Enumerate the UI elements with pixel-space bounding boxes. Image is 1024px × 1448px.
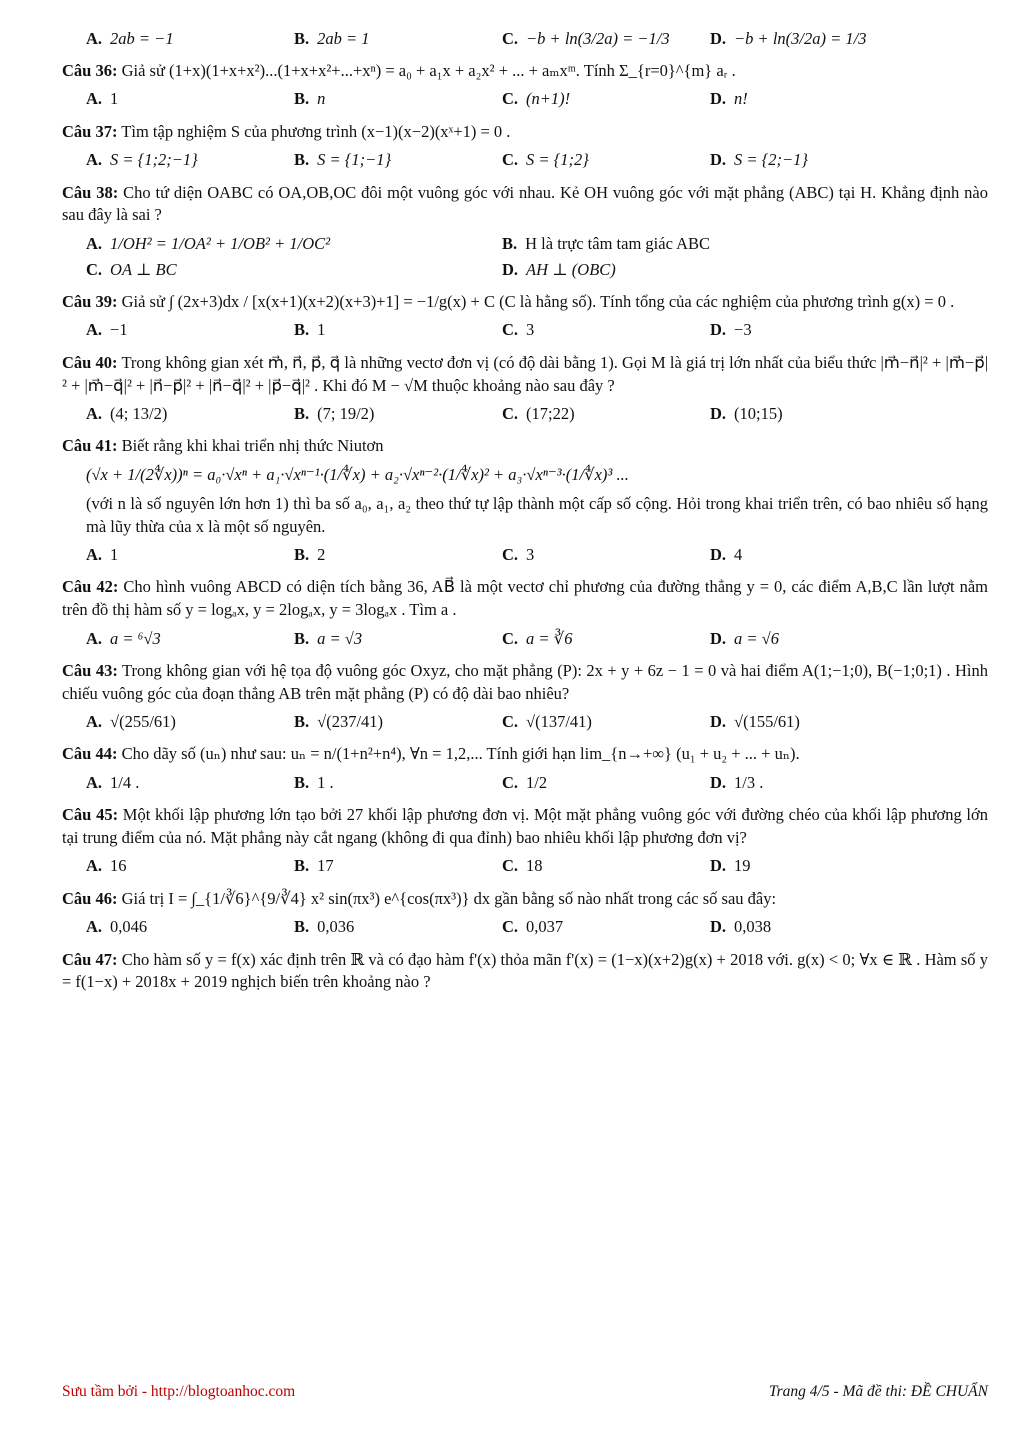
text: −3 [734, 320, 752, 340]
option-c [502, 26, 710, 52]
option-letter: A. [86, 628, 103, 648]
option-letter: A. [86, 856, 103, 876]
text: S = {1;2;−1} [110, 150, 198, 170]
option [294, 87, 502, 113]
text: 0,036 [317, 917, 355, 937]
text: 19 [734, 856, 751, 876]
option-letter: B. [294, 403, 310, 423]
option-letter: D. [710, 320, 727, 340]
option [710, 148, 918, 174]
option [710, 915, 918, 941]
option-row [86, 915, 988, 941]
question-number: Câu 37: [62, 121, 118, 141]
text: S = {2;−1} [734, 150, 809, 170]
question-number: Câu 44: [62, 744, 118, 764]
question-number: Câu 42: [62, 577, 119, 597]
option-letter: A. [86, 545, 103, 565]
option-letter: D. [710, 628, 727, 648]
text: OA ⊥ BC [110, 259, 177, 279]
option-letter: A. [86, 320, 103, 340]
option [294, 148, 502, 174]
question-number: Câu 36: [62, 61, 118, 80]
question-45 [62, 804, 988, 880]
option [710, 709, 918, 735]
option [86, 231, 502, 257]
option-row [86, 231, 988, 283]
option-letter: C. [502, 856, 519, 876]
text: √(137/41) [526, 712, 592, 732]
option [502, 87, 710, 113]
binomial-formula: (√x + 1/(2∜x))ⁿ = a₀·√xⁿ + a₁·√xⁿ⁻¹·(1/∜x) + a₂·√xⁿ⁻²·(1/∜x)² + a₃·√xⁿ⁻³·(1/∜x)³ ... [86, 465, 629, 485]
text: 17 [317, 856, 334, 876]
option-row [86, 542, 988, 568]
option-letter: D. [710, 712, 727, 732]
question-37 [62, 121, 988, 174]
option-letter: C. [502, 28, 519, 48]
option [502, 257, 918, 283]
question-41 [62, 435, 988, 568]
option-letter: C. [502, 403, 519, 423]
option [710, 854, 918, 880]
text: 0,037 [526, 917, 564, 937]
option-letter: B. [294, 856, 310, 876]
question-number: Câu 38: [62, 182, 119, 202]
question-42 [62, 576, 988, 652]
text: 1 . [317, 772, 334, 792]
option [710, 401, 918, 427]
option-letter: C. [502, 320, 519, 340]
option-letter: B. [294, 545, 310, 565]
question-44 [62, 743, 988, 796]
option [86, 87, 294, 113]
option-row [86, 87, 988, 113]
question-43 [62, 660, 988, 736]
option-letter: B. [294, 712, 310, 732]
text: Cho hàm số y = f(x) xác định trên ℝ và có đạo hàm f'(x) thỏa mãn f'(x) = (1−x)(x+2)g(x) + 2018 với. g(x) < 0; ∀x ∈ ℝ . Hàm số y = f(1−x) + 2018x + 2019 nghịch biến trên khoảng nào ? [62, 949, 988, 992]
text: 0,038 [734, 917, 772, 937]
question-stem [62, 352, 988, 398]
option [710, 318, 918, 344]
option [86, 770, 294, 796]
option-row [86, 318, 988, 344]
option [710, 770, 918, 796]
question-number: Câu 39: [62, 292, 118, 312]
text: Cho dãy số (uₙ) như sau: uₙ = n/(1+n²+n⁴), ∀n = 1,2,... Tính giới hạn lim_{n→+∞} (u₁ + u₂ + ... + uₙ). [121, 744, 800, 764]
option-letter: C. [502, 89, 519, 109]
option-letter: D. [502, 259, 519, 279]
option [502, 318, 710, 344]
question-number: Câu 40: [62, 352, 118, 372]
option-letter: A. [86, 150, 103, 170]
option [294, 542, 502, 568]
text: n! [734, 89, 748, 109]
text: 16 [110, 856, 127, 876]
option-letter: C. [502, 150, 519, 170]
question-stem [62, 291, 988, 314]
text: n [317, 89, 326, 109]
text: 0,046 [110, 917, 148, 937]
footer-page-info: Trang 4/5 - Mã đề thi: ĐỀ CHUẨN [768, 1383, 988, 1400]
text: √(155/61) [734, 712, 800, 732]
option-letter: D. [710, 917, 727, 937]
option-row [86, 709, 988, 735]
text: a = ⁶√3 [110, 628, 161, 648]
option [502, 854, 710, 880]
option-b [294, 26, 502, 52]
option-letter: C. [502, 628, 519, 648]
option [86, 318, 294, 344]
option [502, 709, 710, 735]
question-stem [62, 743, 988, 766]
option-letter: C. [502, 712, 519, 732]
text: 1/3 . [734, 772, 764, 792]
option [710, 542, 918, 568]
question-number: Câu 46: [62, 888, 118, 908]
text: (n+1)! [526, 89, 571, 109]
question-40 [62, 352, 988, 428]
option [502, 915, 710, 941]
top-options [86, 26, 988, 52]
option-letter: D. [710, 545, 727, 565]
option [86, 915, 294, 941]
text: a = √3 [317, 628, 363, 648]
option-letter: A. [86, 89, 103, 109]
text: (17;22) [526, 403, 575, 423]
text: Trong không gian với hệ tọa độ vuông góc Oxyz, cho mặt phẳng (P): 2x + y + 6z − 1 = 0 và hai điểm A(1;−1;0), B(−1;0;1) . Hình chiếu vuông góc của đoạn thẳng AB trên mặt phẳng (P) có độ dài bao nhiêu? [62, 660, 988, 703]
option-letter: D. [710, 403, 727, 423]
text: −1 [110, 320, 128, 340]
text: Tìm tập nghiệm S của phương trình (x−1)(x−2)(xˣ+1) = 0 . [121, 121, 511, 141]
option [294, 854, 502, 880]
option [294, 709, 502, 735]
option-a [86, 26, 294, 52]
footer-source-link[interactable]: Sưu tầm bởi - http://blogtoanhoc.com [62, 1383, 296, 1400]
option [710, 87, 918, 113]
option [86, 542, 294, 568]
question-stem [62, 949, 988, 995]
option-letter: C. [86, 259, 103, 279]
option-letter: B. [502, 233, 518, 253]
option-row [86, 148, 988, 174]
option-letter: D. [710, 89, 727, 109]
option [502, 542, 710, 568]
option [502, 148, 710, 174]
question-38 [62, 182, 988, 284]
text: 1/4 . [110, 772, 140, 792]
option-letter: C. [502, 772, 519, 792]
text: 2 [317, 545, 326, 565]
text: (4; 13/2) [110, 403, 168, 423]
text: a = √6 [734, 628, 779, 648]
option-letter: B. [294, 628, 310, 648]
option-letter: B. [294, 28, 310, 48]
text: H là trực tâm tam giác ABC [525, 233, 711, 253]
option [86, 854, 294, 880]
option [502, 770, 710, 796]
text: √(237/41) [317, 712, 384, 732]
option [86, 148, 294, 174]
text: (10;15) [734, 403, 783, 423]
option [294, 915, 502, 941]
text: 4 [734, 545, 743, 565]
text: 18 [526, 856, 543, 876]
question-47 [62, 949, 988, 995]
text: 1 [317, 320, 326, 340]
option [86, 257, 502, 283]
option [294, 770, 502, 796]
option-letter: B. [294, 150, 310, 170]
option-row [86, 770, 988, 796]
question-stem [62, 576, 988, 622]
option [294, 401, 502, 427]
option [502, 401, 710, 427]
question-number: Câu 45: [62, 805, 119, 825]
question-39 [62, 291, 988, 344]
question-stem [62, 888, 988, 911]
option-letter: C. [502, 917, 519, 937]
text: Giả sử ∫ (2x+3)dx / [x(x+1)(x+2)(x+3)+1] = −1/g(x) + C (C là hằng số). Tính tổng của các nghiệm của phương trình g(x) = 0 . [121, 292, 955, 312]
question-36 [62, 60, 988, 113]
question-stem [62, 660, 988, 706]
option-letter: B. [294, 89, 310, 109]
text: a = ∛6 [526, 628, 573, 648]
text: 1 [110, 545, 119, 565]
text: 3 [526, 320, 535, 340]
option [294, 626, 502, 652]
text: −b + ln(3/2a) = −1/3 [526, 28, 670, 48]
question-stem [62, 435, 988, 458]
option [86, 401, 294, 427]
text: 3 [526, 545, 535, 565]
question-number: Câu 43: [62, 660, 118, 680]
text: Giá trị I = ∫_{1/∛6}^{9/∛4} x² sin(πx³) e^{cos(πx³)} dx gần bằng số nào nhất trong các số sau đây: [121, 888, 777, 908]
option-row [86, 626, 988, 652]
text: Một khối lập phương lớn tạo bởi 27 khối lập phương đơn vị. Một mặt phẳng vuông góc với đường chéo của khối lập phương lớn tại trung điểm của nó. Mặt phẳng này cắt ngang (không đi qua đỉnh) bao nhiêu khối lập phương đơn vị? [62, 805, 988, 848]
option-row [86, 401, 988, 427]
question-stem [62, 121, 988, 144]
option [502, 626, 710, 652]
text: Biết rằng khi khai triển nhị thức Niutơn [121, 436, 384, 456]
option-letter: D. [710, 856, 727, 876]
option [502, 231, 918, 257]
text: Cho tứ diện OABC có OA,OB,OC đôi một vuông góc với nhau. Kẻ OH vuông góc với mặt phẳng (ABC) tại H. Khẳng định nào sau đây là sai ? [62, 182, 988, 225]
option [710, 626, 918, 652]
text: −b + ln(3/2a) = 1/3 [734, 28, 867, 48]
question-stem [62, 804, 988, 850]
option-row [86, 854, 988, 880]
text: Cho hình vuông ABCD có diện tích bằng 36, AB⃗ là một vectơ chỉ phương của đường thẳng y = 0, các điểm A,B,C lần lượt nằm trên đồ thị hàm số y = logₐx, y = 2logₐx, y = 3logₐx . Tìm a . [62, 577, 988, 620]
option [86, 626, 294, 652]
text: 1/OH² = 1/OA² + 1/OB² + 1/OC² [110, 233, 331, 253]
question-stem [62, 60, 988, 83]
text: Trong không gian xét m⃗, n⃗, p⃗, q⃗ là những vectơ đơn vị (có độ dài bằng 1). Gọi M là giá trị lớn nhất của biểu thức |m⃗−n⃗|² + |m⃗−p⃗|² + |m⃗−q⃗|² + |n⃗−p⃗|² + |n⃗−q⃗|² + |p⃗−q⃗|² . Khi đó M − √M thuộc khoảng nào sau đây ? [62, 352, 989, 395]
option [86, 709, 294, 735]
text: 1 [110, 89, 119, 109]
text: (7; 19/2) [317, 403, 375, 423]
option-letter: C. [502, 545, 519, 565]
text: 2ab = −1 [110, 28, 174, 48]
question-stem [62, 182, 988, 228]
question-number: Câu 47: [62, 949, 118, 969]
text: 2ab = 1 [317, 28, 370, 48]
option-letter: A. [86, 712, 103, 732]
option-letter: A. [86, 917, 103, 937]
text: Giả sử (1+x)(1+x+x²)...(1+x+x²+...+xⁿ) = a₀ + a₁x + a₂x² + ... + aₘxᵐ. Tính Σ_{r=0}^{m} aᵣ . [121, 61, 736, 80]
option-letter: A. [86, 28, 103, 48]
option-letter: B. [294, 320, 310, 340]
option-letter: A. [86, 403, 103, 423]
text: S = {1;−1} [317, 150, 392, 170]
text: AH ⊥ (OBC) [526, 259, 616, 279]
question-note: (với n là số nguyên lớn hơn 1) thì ba số a₀, a₁, a₂ theo thứ tự lập thành một cấp số cộng. Hỏi trong khai triển trên, có bao nhiêu số hạng mà lũy thừa của x là một số nguyên. [86, 493, 988, 536]
option-letter: A. [86, 772, 103, 792]
text: √(255/61) [110, 712, 176, 732]
option-letter: D. [710, 150, 727, 170]
option-letter: A. [86, 233, 103, 253]
option-letter: B. [294, 917, 310, 937]
question-46 [62, 888, 988, 941]
option-letter: D. [710, 28, 727, 48]
text: S = {1;2} [526, 150, 589, 170]
question-number: Câu 41: [62, 436, 118, 456]
option-d [710, 26, 918, 52]
page-footer [62, 1381, 988, 1402]
option-letter: B. [294, 772, 310, 792]
option-letter: D. [710, 772, 727, 792]
text: 1/2 [526, 772, 548, 792]
option [294, 318, 502, 344]
